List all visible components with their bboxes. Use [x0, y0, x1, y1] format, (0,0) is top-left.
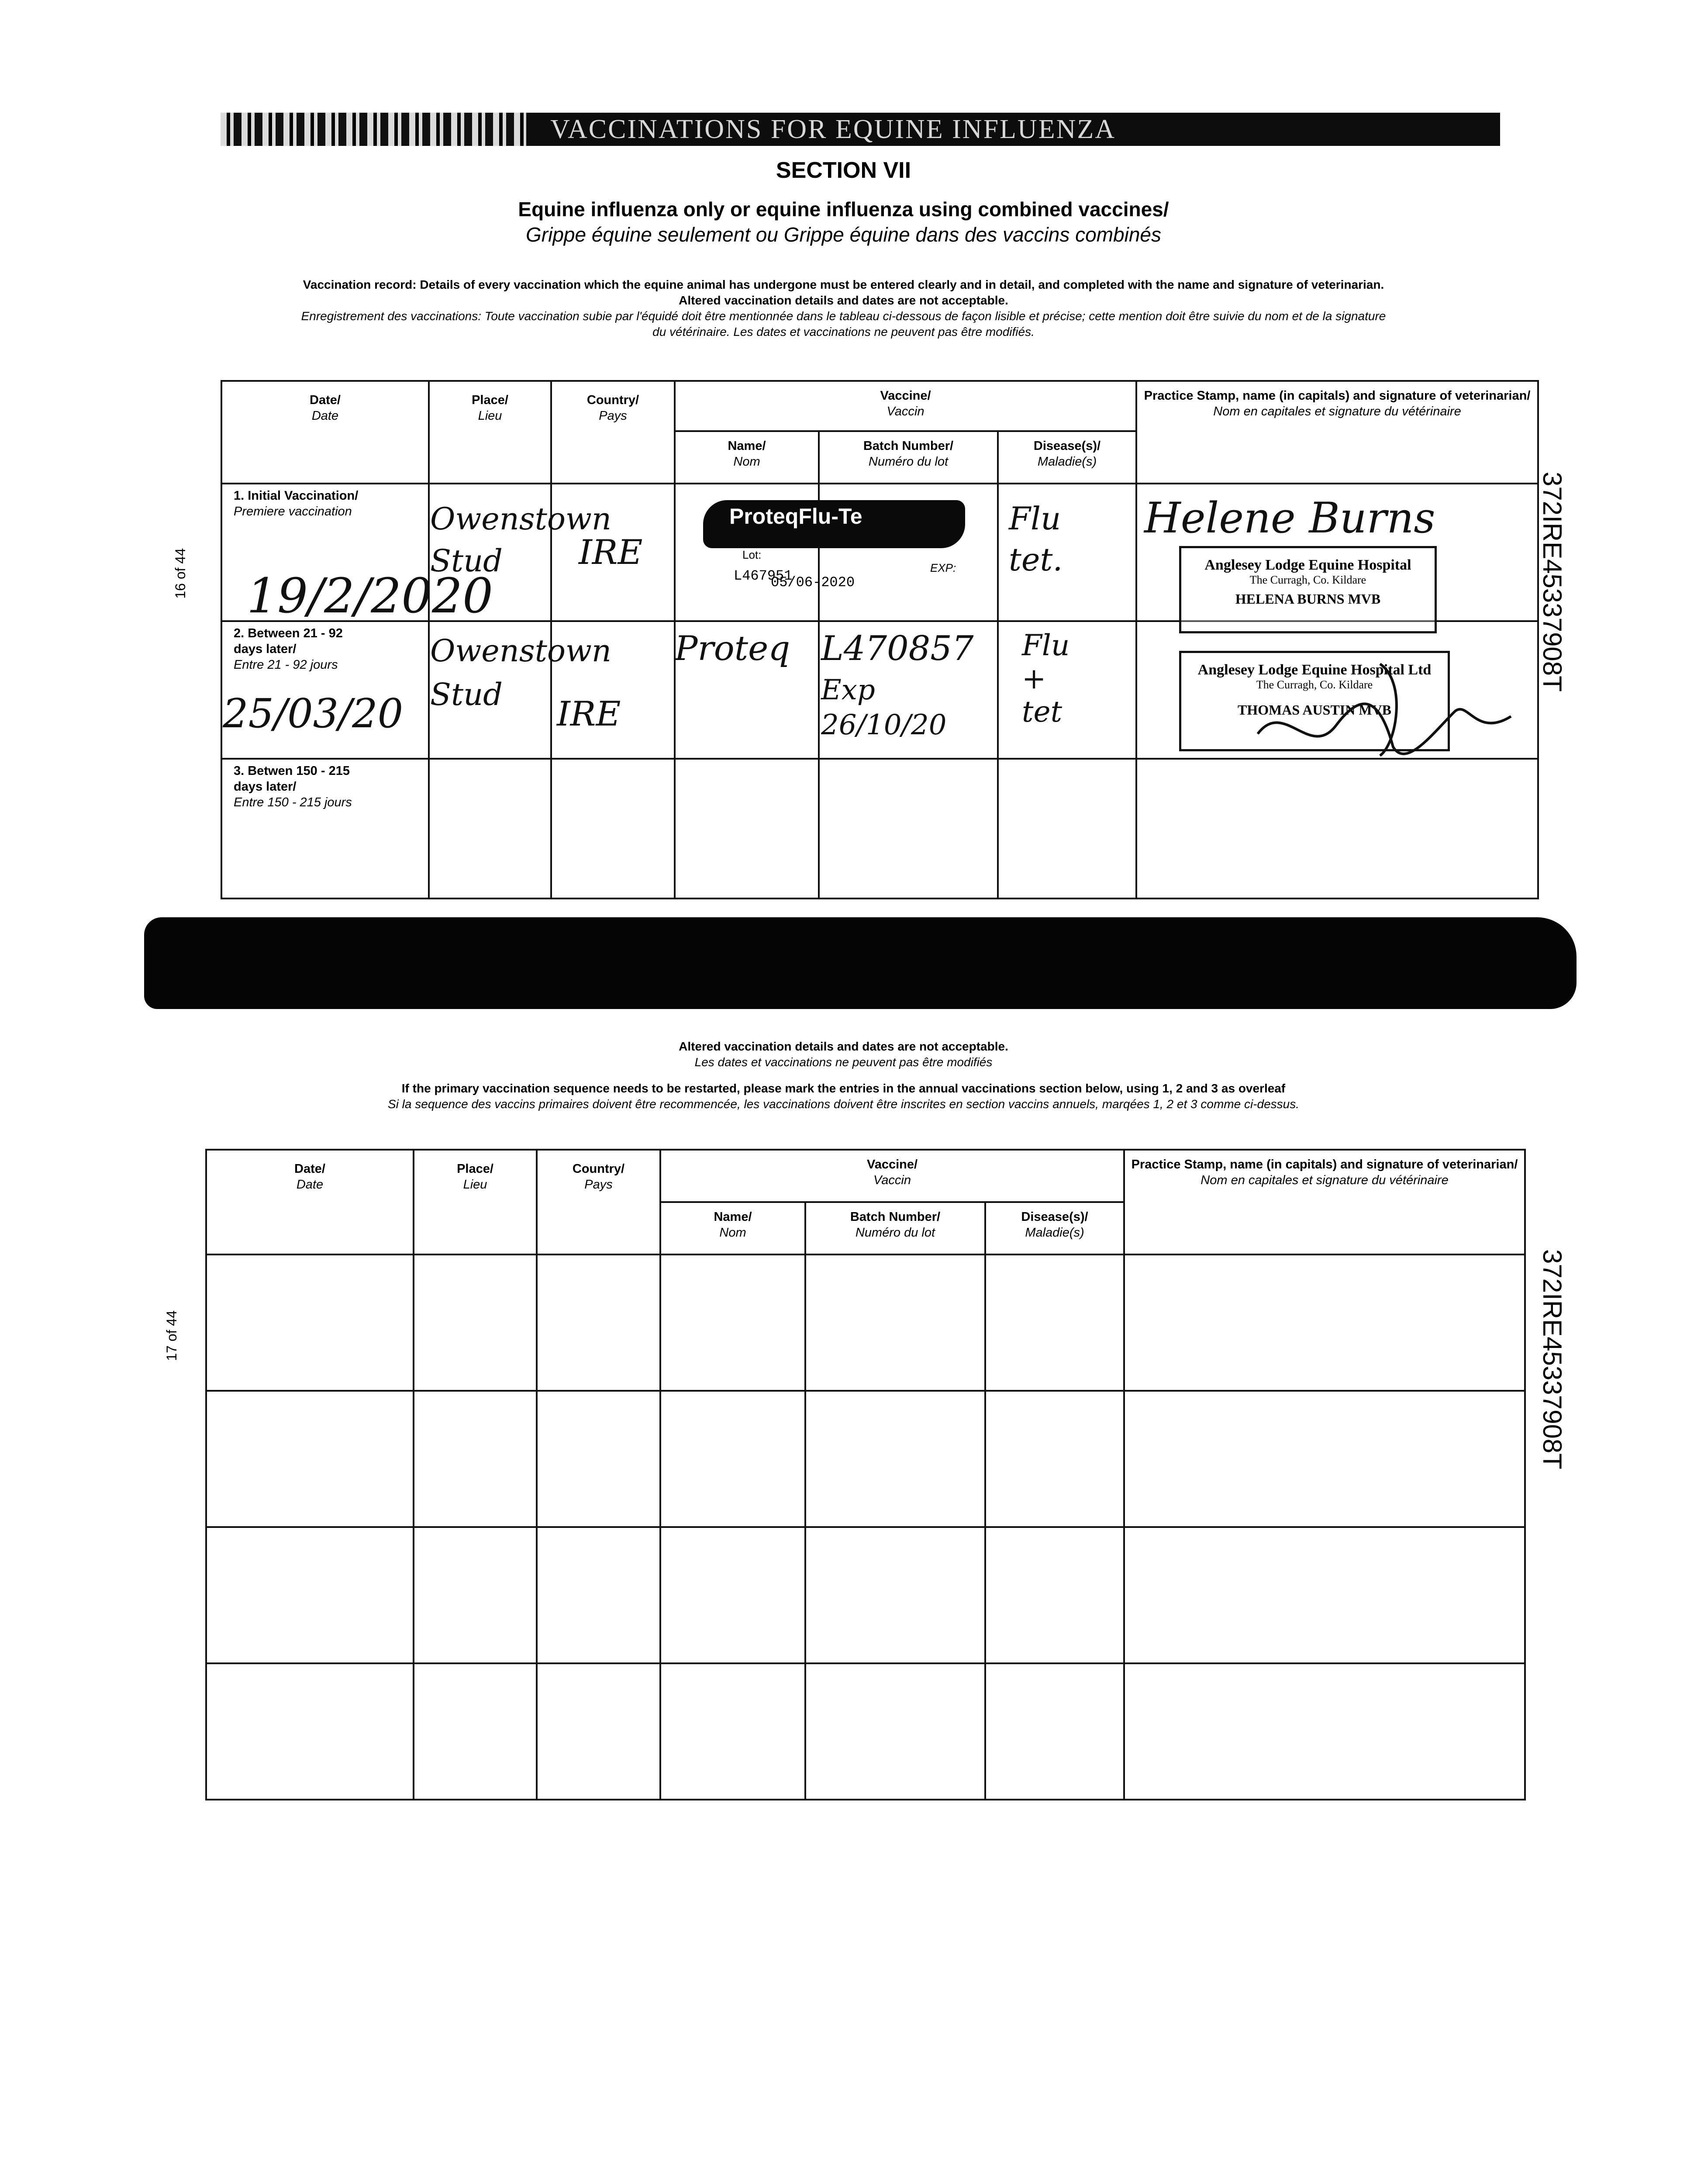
row2-date-handwritten: 25/03/20	[223, 690, 404, 737]
lot-number: L467951	[734, 568, 793, 584]
stamp1-vet: HELENA BURNS MVB	[1235, 591, 1381, 607]
row1-place-handwritten: Owenstown Stud	[430, 501, 612, 579]
restart-note: If the primary vaccination sequence needs to be restarted, please mark the entries in the annual vaccinations section below, using 1, 2 and 3 as overleaf	[401, 1082, 1286, 1095]
row3-label: 3. Betwen 150 - 215 days later/ Entre 150 - 215 jours	[221, 759, 429, 898]
row1-disease-handwritten: Flu tet.	[1009, 500, 1063, 578]
row3-batch	[819, 759, 998, 898]
annual-col-place-header: Place/ Lieu	[414, 1150, 537, 1254]
annual-col-country-header: Country/ Pays	[537, 1150, 660, 1254]
col-disease-header: Disease(s)/ Maladie(s)	[998, 431, 1136, 484]
annual-col-batch-header: Batch Number/ Numéro du lot	[805, 1202, 985, 1254]
vaccine-sticker-name: ProteqFlu-Te	[729, 504, 862, 529]
col-date-header: Date/ Date	[221, 381, 429, 484]
annual-vaccination-table	[205, 1149, 1526, 1800]
row2-batch-exp-handwritten: Exp 26/10/20	[821, 674, 947, 741]
vet-signature-1: Helene Burns	[1144, 494, 1435, 543]
section-banner: VACCINATIONS FOR EQUINE INFLUENZA	[221, 113, 1500, 146]
practice-stamp-1	[1179, 546, 1437, 633]
restart-note-fr: Si la sequence des vaccins primaires doivent être recommencée, les vaccinations doivent être inscrites en section vaccins annuels, marqées 1, 2 et 3 comme ci-dessus.	[388, 1097, 1299, 1111]
annual-col-stamp-header: Practice Stamp, name (in capitals) and signature of veterinarian/ Nom en capitales et signature du vétérinaire	[1124, 1150, 1525, 1254]
row2-label: 2. Between 21 - 92 days later/ Entre 21 - 92 jours	[221, 621, 429, 759]
row1-country-handwritten: IRE	[579, 533, 643, 572]
row2-batch-handwritten: L470857	[821, 629, 974, 668]
record-note-en: Vaccination record: Details of every vaccination which the equine animal has undergone must be entered clearly and in detail, and completed with the name and signature of veterinarian.	[303, 278, 1384, 291]
row2-disease-handwritten: Flu + tet	[1022, 629, 1070, 729]
stamp2-address: The Curragh, Co. Kildare	[1256, 678, 1373, 691]
page-number-16: 16 of 44	[172, 548, 188, 599]
annual-row	[206, 1254, 1525, 1391]
banner-noise	[221, 113, 526, 146]
row3-stamp	[1136, 759, 1538, 898]
row2-place-handwritten: Owenstown Stud	[430, 633, 612, 712]
stamp2-vet: THOMAS AUSTIN MVB	[1237, 702, 1392, 718]
annual-row	[206, 1527, 1525, 1663]
row3-disease	[998, 759, 1136, 898]
vet-signature-2	[1249, 646, 1520, 773]
annual-col-date-header: Date/ Date	[206, 1150, 414, 1254]
subtitle-fr: Grippe équine seulement ou Grippe équine dans des vaccins combinés	[526, 223, 1161, 246]
passport-serial-bottom: 372IRE45337908T	[1538, 1249, 1567, 1469]
col-vaccine-header: Vaccine/ Vaccin	[675, 381, 1136, 431]
record-note-en2: Altered vaccination details and dates are not acceptable.	[679, 294, 1008, 307]
page-number-17: 17 of 44	[164, 1310, 179, 1361]
annual-row	[206, 1663, 1525, 1800]
annual-col-name-header: Name/ Nom	[660, 1202, 805, 1254]
altered-note: Altered vaccination details and dates are not acceptable.	[679, 1040, 1008, 1053]
col-place-header: Place/ Lieu	[429, 381, 551, 484]
col-name-header: Name/ Nom	[675, 431, 819, 484]
annual-col-disease-header: Disease(s)/ Maladie(s)	[985, 1202, 1124, 1254]
passport-serial: 372IRE45337908T	[1538, 472, 1567, 692]
row3-country	[551, 759, 675, 898]
row2-vaccine-handwritten: Proteq	[675, 629, 790, 668]
row3-place	[429, 759, 551, 898]
redaction-band	[144, 917, 1577, 1009]
stamp2-name: Anglesey Lodge Equine Hospital Ltd	[1197, 662, 1432, 678]
vaccine-sticker	[703, 500, 965, 548]
lot-label: Lot:	[742, 548, 762, 561]
row1-date-handwritten: 19/2/2020	[247, 568, 493, 624]
stamp1-address: The Curragh, Co. Kildare	[1249, 574, 1366, 586]
col-stamp-header: Practice Stamp, name (in capitals) and signature of veterinarian/ Nom en capitales et signature du vétérinaire	[1136, 381, 1538, 484]
exp-label: EXP:	[930, 561, 956, 574]
col-batch-header: Batch Number/ Numéro du lot	[819, 431, 998, 484]
record-note-fr: Enregistrement des vaccinations: Toute vaccination subie par l'équidé doit être mentionnée dans le tableau ci-dessous de façon lisible et précise; cette mention doit être suivie du nom et de la signature	[301, 309, 1386, 323]
annual-col-vaccine-header: Vaccine/ Vaccin	[660, 1150, 1124, 1202]
section-title: SECTION VII	[776, 158, 911, 183]
row2-country-handwritten: IRE	[557, 695, 621, 734]
subtitle-en: Equine influenza only or equine influenza using combined vaccines/	[518, 198, 1169, 221]
stamp1-name: Anglesey Lodge Equine Hospital	[1204, 557, 1411, 573]
col-country-header: Country/ Pays	[551, 381, 675, 484]
exp-date: 05/06-2020	[771, 574, 855, 591]
record-note-fr2: du vétérinaire. Les dates et vaccinations ne peuvent pas être modifiés.	[652, 325, 1035, 339]
annual-row	[206, 1391, 1525, 1527]
row3-vaccine	[675, 759, 819, 898]
row1-label: 1. Initial Vaccination/ Premiere vaccination	[221, 484, 429, 621]
altered-note-fr: Les dates et vaccinations ne peuvent pas être modifiés	[694, 1055, 993, 1069]
